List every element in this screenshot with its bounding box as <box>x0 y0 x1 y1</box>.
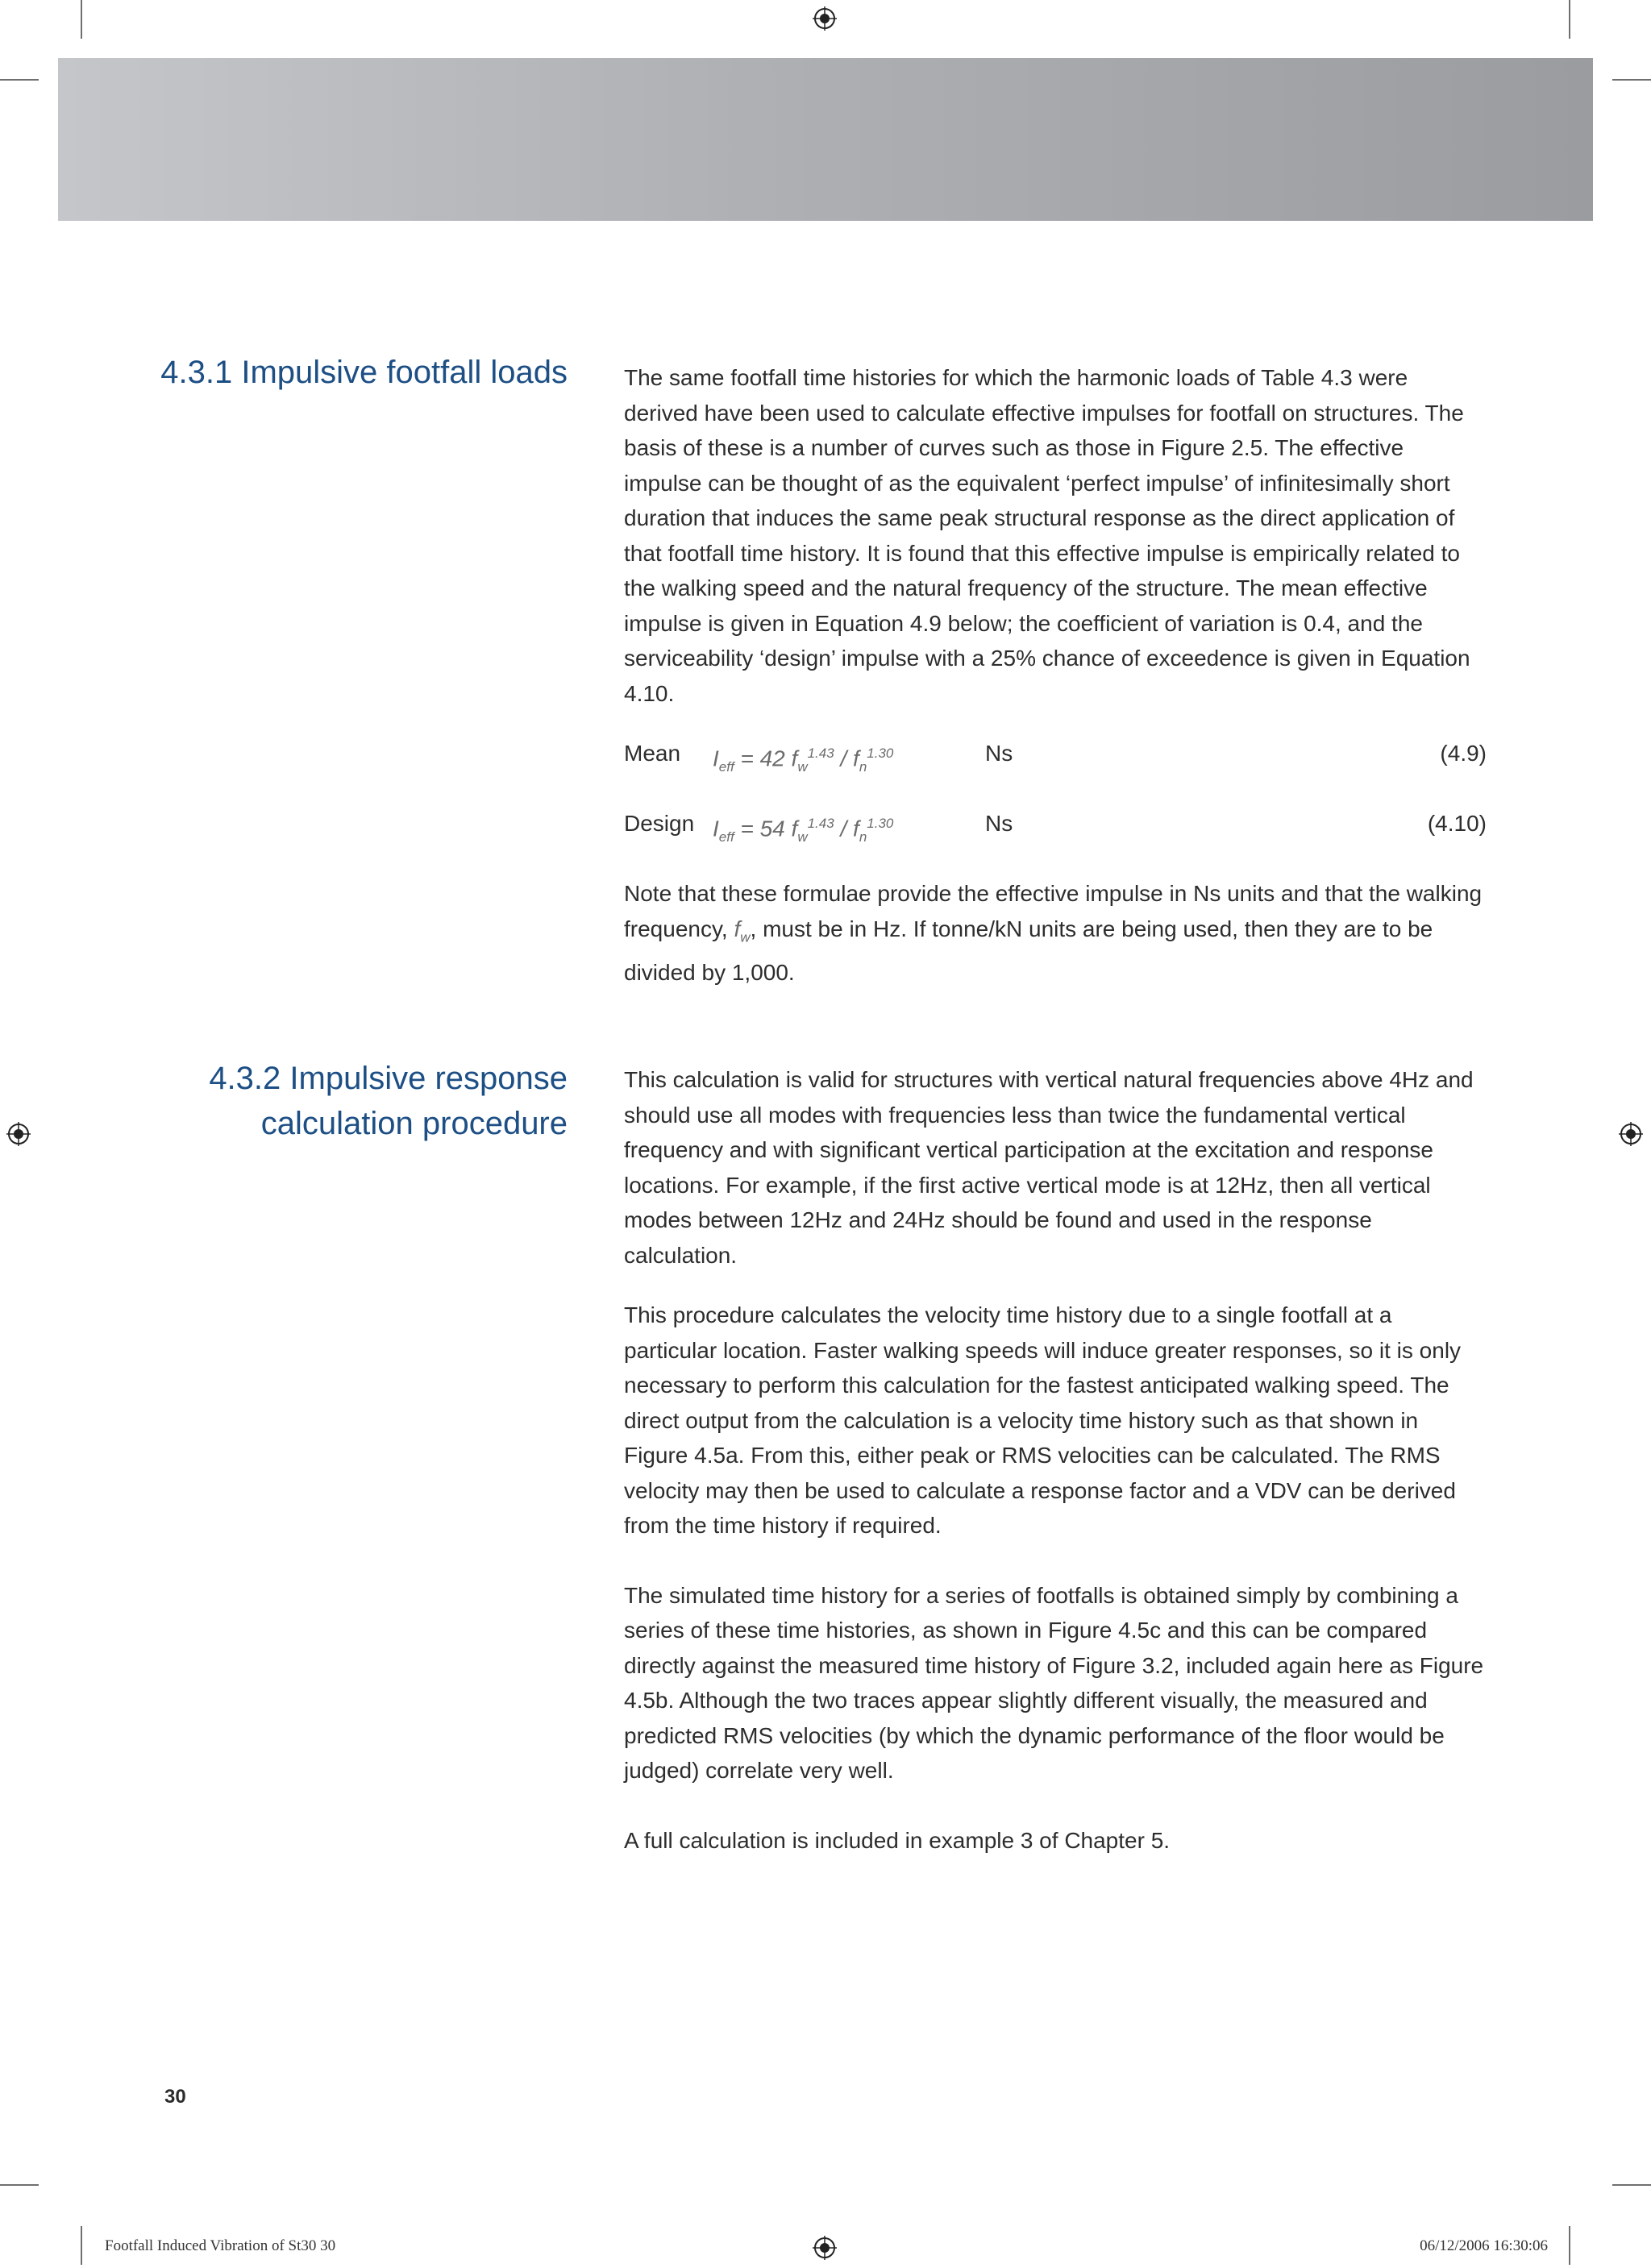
registration-mark-icon <box>1619 1122 1643 1146</box>
equation-4-10 <box>624 806 1487 845</box>
registration-mark-icon <box>813 6 837 31</box>
equation-4-9 <box>624 736 1487 775</box>
equation-label: Mean <box>624 741 681 766</box>
equation-formula: $I_{eff} = 42$ $f_w^{1.43} / f_n^{1.30}$ <box>713 746 894 775</box>
equation-label: Design <box>624 811 695 836</box>
crop-mark <box>81 0 82 39</box>
crop-mark <box>81 2226 82 2265</box>
section-heading-431 <box>121 350 568 395</box>
equation-units: Ns <box>985 811 1013 836</box>
crop-mark <box>1569 0 1570 39</box>
equation-number: (4.9) <box>1440 741 1487 766</box>
walking-frequency-symbol: $f_w$ <box>734 916 751 945</box>
note-paragraph: Note that these formulae provide the effective impulse in Ns units and that the walking frequency, $f_w$, must be in Hz. If tonne/kN units are being used, then they are to be divided by 1,000. <box>624 881 1483 985</box>
crop-mark <box>0 2184 39 2186</box>
registration-mark-icon <box>6 1122 31 1146</box>
equation-formula: $I_{eff} = 54$ $f_w^{1.43} / f_n^{1.30}$ <box>713 816 894 845</box>
paragraph: This procedure calculates the velocity time history due to a single footfall at a particular location. Faster walking speeds will induce greater responses, so it is only necessary to perform this calculation for the fastest anticipated walking speed. The direct output from the calculation is a velocity time history such as that shown in Figure 4.5a. From this, either peak or RMS velocities can be calculated. The RMS velocity may then be used to calculate a response factor and a VDV can be derived from the time history if required. <box>624 1302 1462 1538</box>
section-body-432 <box>624 1062 1487 1858</box>
print-slug-right: 06/12/2006 16:30:06 <box>1420 2237 1548 2254</box>
crop-mark <box>1569 2226 1570 2265</box>
registration-mark-icon <box>813 2236 837 2260</box>
print-slug-left: Footfall Induced Vibration of St30 30 <box>105 2237 336 2254</box>
equation-units: Ns <box>985 741 1013 766</box>
crop-mark <box>1612 2184 1651 2186</box>
paragraph: A full calculation is included in example 3 of Chapter 5. <box>624 1827 1171 1853</box>
header-band <box>58 58 1593 221</box>
paragraph: The simulated time history for a series of footfalls is obtained simply by combining a series of these time histories, as shown in Figure 4.5c and this can be compared directly against the measured time history of Figure 3.2, included again here as Figure 4.5b. Although the two traces appear slightly different visually, the measured and predicted RMS velocities (by which the dynamic performance of the floor would be judged) correlate very well. <box>624 1582 1484 1783</box>
crop-mark <box>0 79 39 81</box>
section-body-431 <box>624 360 1487 990</box>
paragraph: The same footfall time histories for which the harmonic loads of Table 4.3 were derived have been used to calculate effective impulses for footfall on structures. The basis of these is a number of curves such as those in Figure 2.5. The effective impulse can be thought of as the equivalent ‘perfect impulse’ of infinitesimally short duration that induces the same peak structural response as the direct application of that footfall time history. It is found that this effective impulse is empirically related to the walking speed and the natural frequency of the structure. The mean effective impulse is given in Equation 4.9 below; the coefficient of variation is 0.4, and the serviceability ‘design’ impulse with a 25% chance of exceedence is given in Equation 4.10. <box>624 365 1470 706</box>
section-heading-432 <box>121 1056 568 1146</box>
heading-text: 4.3.1 Impulsive footfall loads <box>160 355 568 390</box>
paragraph: This calculation is valid for structures with vertical natural frequencies above 4Hz and should use all modes with frequencies less than twice the fundamental vertical frequency and with significant vertical participation at the excitation and response locations. For example, if the first active vertical mode is at 12Hz, then all vertical modes between 12Hz and 24Hz should be found and used in the response calculation. <box>624 1067 1474 1268</box>
page-number: 30 <box>164 2086 186 2108</box>
equation-number: (4.10) <box>1427 811 1487 836</box>
heading-text: calculation procedure <box>260 1106 568 1141</box>
crop-mark <box>1612 79 1651 81</box>
heading-text: 4.3.2 Impulsive response <box>209 1061 568 1096</box>
